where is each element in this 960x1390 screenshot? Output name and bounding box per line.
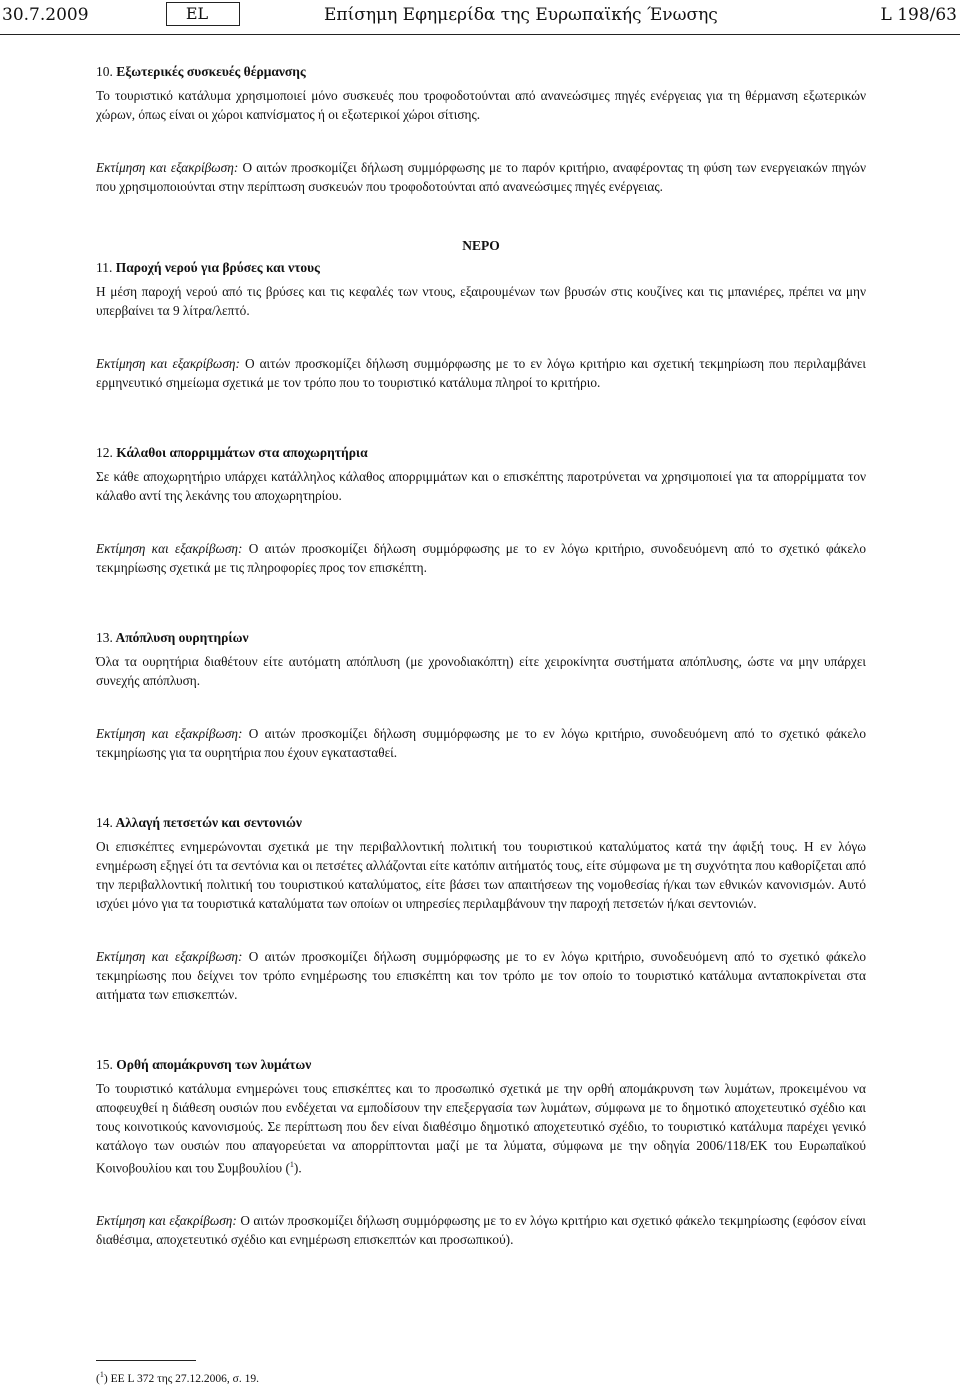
- section-heading: [96, 62, 866, 81]
- section-title: Παροχή νερού για βρύσες και ντους: [115, 260, 320, 275]
- section-11: [96, 258, 866, 392]
- section-heading: [96, 813, 866, 832]
- section-10: [96, 62, 866, 196]
- footnote-marker: 1: [99, 1370, 104, 1379]
- section-heading: [96, 443, 866, 462]
- section-body: Το τουριστικό κατάλυμα χρησιμοποιεί μόνο συσκευές που τροφοδοτούνται από ανανεώσιμες πηγές ενέργειας για τη θέρμανση εξωτερικών χώρων, όπως είναι οι χώροι καπνίσματος ή οι εξωτερικοί χώροι σίτισης.: [96, 88, 866, 122]
- section-body-end: ).: [293, 1160, 302, 1176]
- section-title: Αλλαγή πετσετών και σεντονιών: [115, 815, 302, 830]
- section-heading: [96, 628, 866, 647]
- language-badge: EL: [166, 2, 240, 26]
- assessment-paragraph: [96, 947, 866, 1004]
- section-title: Εξωτερικές συσκευές θέρμανσης: [116, 64, 306, 79]
- page-header: [0, 0, 960, 44]
- assessment-paragraph: [96, 724, 866, 762]
- section-number: 10.: [96, 64, 113, 79]
- section-body-text: Το τουριστικό κατάλυμα ενημερώνει τους επισκέπτες και το προσωπικό σχετικά με την ορθή απομάκρυνση των λυμάτων, προκειμένου να αποφευχθεί η διάθεση ουσιών που ενδέχεται να εμποδίσουν την επεξεργασία των λυμάτων, σύμφωνα με το δημοτικό αποχετευτικό σχέδιο και τους κοινοτικούς κανονισμούς. Σε περίπτωση που δεν είναι διαθέσιμο δημοτικό αποχετευτικό σχέδιο, το τουριστικό κατάλυμα παρέχει γενικό κατάλογο των ουσιών που απαγορεύεται να απορρίπτονται μαζί με τα λύματα, σύμφωνα με την οδηγία 2006/118/ΕΚ του Ευρωπαϊκού Κοινοβουλίου και του Συμβουλίου (: [96, 1081, 866, 1176]
- section-heading: [96, 258, 866, 277]
- assessment-text: Ο αιτών προσκομίζει δήλωση συμμόρφωσης με το εν λόγω κριτήριο, συνοδευόμενη από το σχετικό φάκελο τεκμηρίωσης για τα ουρητήρια που έχουν εγκατασταθεί.: [96, 726, 867, 760]
- section-body: Όλα τα ουρητήρια διαθέτουν είτε αυτόματη απόπλυση (με χρονοδιακόπτη) είτε χειροκίνητα συστήματα απόπλυσης, ώστε να μην υπάρχει συνεχής απόπλυση.: [96, 654, 866, 688]
- assessment-paragraph: [96, 158, 866, 196]
- assessment-text: Ο αιτών προσκομίζει δήλωση συμμόρφωσης με το εν λόγω κριτήριο και σχετική τεκμηρίωση που περιλαμβάνει ερμηνευτικό σημείωμα σχετικά με τον τρόπο που το τουριστικό κατάλυμα πληροί το κριτήριο.: [96, 356, 866, 390]
- section-number: 15.: [96, 1057, 113, 1072]
- assessment-text: Ο αιτών προσκομίζει δήλωση συμμόρφωσης με το εν λόγω κριτήριο και σχετικό φάκελο τεκμηρίωσης (εφόσον είναι διαθέσιμα, αποχετευτικό σχέδιο και ενημέρωση επισκεπτών και προσωπικού).: [96, 1213, 866, 1248]
- group-title-water: ΝΕΡΟ: [462, 238, 500, 253]
- header-date: 30.7.2009: [2, 5, 89, 25]
- assessment-text: Ο αιτών προσκομίζει δήλωση συμμόρφωσης με το εν λόγω κριτήριο, συνοδευόμενη από το σχετικό φάκελο τεκμηρίωσης σχετικά με τις πληροφορίες προς τον επισκέπτη.: [96, 541, 867, 575]
- footnote: ($^1$) ΕΕ L 372 της 27.12.2006, σ. 19.: [96, 1370, 259, 1385]
- footnote-divider: [96, 1360, 196, 1361]
- section-title: Ορθή απομάκρυνση των λυμάτων: [116, 1057, 312, 1072]
- section-body: Η μέση παροχή νερού από τις βρύσες και τις κεφαλές των ντους, εξαιρουμένων των βρυσών στις κουζίνες και τις μπανιέρες, πρέπει να μην υπερβαίνει τα 9 λίτρα/λεπτό.: [96, 284, 866, 318]
- assessment-paragraph: [96, 354, 866, 392]
- section-body: [96, 1079, 866, 1177]
- section-body: Σε κάθε αποχωρητήριο υπάρχει κατάλληλος κάλαθος απορριμμάτων και ο επισκέπτης παροτρύνεται να χρησιμοποιεί για τα απορρίμματα τον κάλαθο αντί της λεκάνης του αποχωρητηρίου.: [96, 469, 866, 503]
- header-divider: [0, 34, 960, 35]
- section-15: [96, 1055, 866, 1249]
- section-heading: [96, 1055, 866, 1074]
- assessment-label: Εκτίμηση και εξακρίβωση:: [96, 1213, 237, 1229]
- assessment-label: Εκτίμηση και εξακρίβωση:: [96, 160, 239, 175]
- section-body: Οι επισκέπτες ενημερώνονται σχετικά με την περιβαλλοντική πολιτική του τουριστικού καταλύματος κατά την άφιξή τους. Η εν λόγω ενημέρωση εξηγεί ότι τα σεντόνια και οι πετσέτες αλλάζονται είτε κατόπιν αιτήματός τους, είτε σύμφωνα με τη συχνότητα που καθορίζεται από την περιβαλλοντική πολιτική του τουριστικού καταλύματος, είτε βάσει των απαιτήσεων της νομοθεσίας ή/και των εθνικών κανονισμών. Αυτό ισχύει μόνο για τα τουριστικά καταλύματα των οποίων οι υπηρεσίες περιλαμβάνουν την παροχή πετσετών ή/και σεντονιών.: [96, 839, 866, 911]
- section-14: [96, 813, 866, 1004]
- assessment-paragraph: [96, 1211, 866, 1249]
- journal-title: Επίσημη Εφημερίδα της Ευρωπαϊκής Ένωσης: [324, 5, 718, 25]
- section-title: Απόπλυση ουρητηρίων: [115, 630, 249, 645]
- section-13: [96, 628, 866, 762]
- assessment-label: Εκτίμηση και εξακρίβωση:: [96, 541, 243, 556]
- section-number: 14.: [96, 815, 113, 830]
- document-body: [96, 62, 866, 1249]
- section-number: 11.: [96, 260, 113, 275]
- assessment-label: Εκτίμηση και εξακρίβωση:: [96, 949, 243, 964]
- section-number: 13.: [96, 630, 113, 645]
- assessment-label: Εκτίμηση και εξακρίβωση:: [96, 356, 240, 371]
- section-title: Κάλαθοι απορριμμάτων στα αποχωρητήρια: [116, 445, 368, 460]
- assessment-label: Εκτίμηση και εξακρίβωση:: [96, 726, 243, 741]
- section-12: [96, 443, 866, 577]
- footnote-text: ΕΕ L 372 της 27.12.2006, σ. 19.: [110, 1372, 259, 1385]
- section-number: 12.: [96, 445, 113, 460]
- page-reference: L 198/63: [880, 5, 957, 25]
- assessment-text: Ο αιτών προσκομίζει δήλωση συμμόρφωσης με το εν λόγω κριτήριο, συνοδευόμενη από το σχετικό φάκελο τεκμηρίωσης που δείχνει τον τρόπο ενημέρωσης του επισκέπτη και τον τρόπο με τον οποίο το τουριστικό κατάλυμα ανταποκρίνεται στα αιτήματα των επισκεπτών.: [96, 949, 867, 1002]
- assessment-paragraph: [96, 539, 866, 577]
- assessment-text: Ο αιτών προσκομίζει δήλωση συμμόρφωσης με το παρόν κριτήριο, αναφέροντας τη φύση των ενεργειακών πηγών που χρησιμοποιούνται στην περίπτωση συσκευών που τροφοδοτούνται από ανανεώσιμες πηγές ενέργειας.: [96, 160, 867, 194]
- footnote-reference[interactable]: 1: [289, 1160, 294, 1169]
